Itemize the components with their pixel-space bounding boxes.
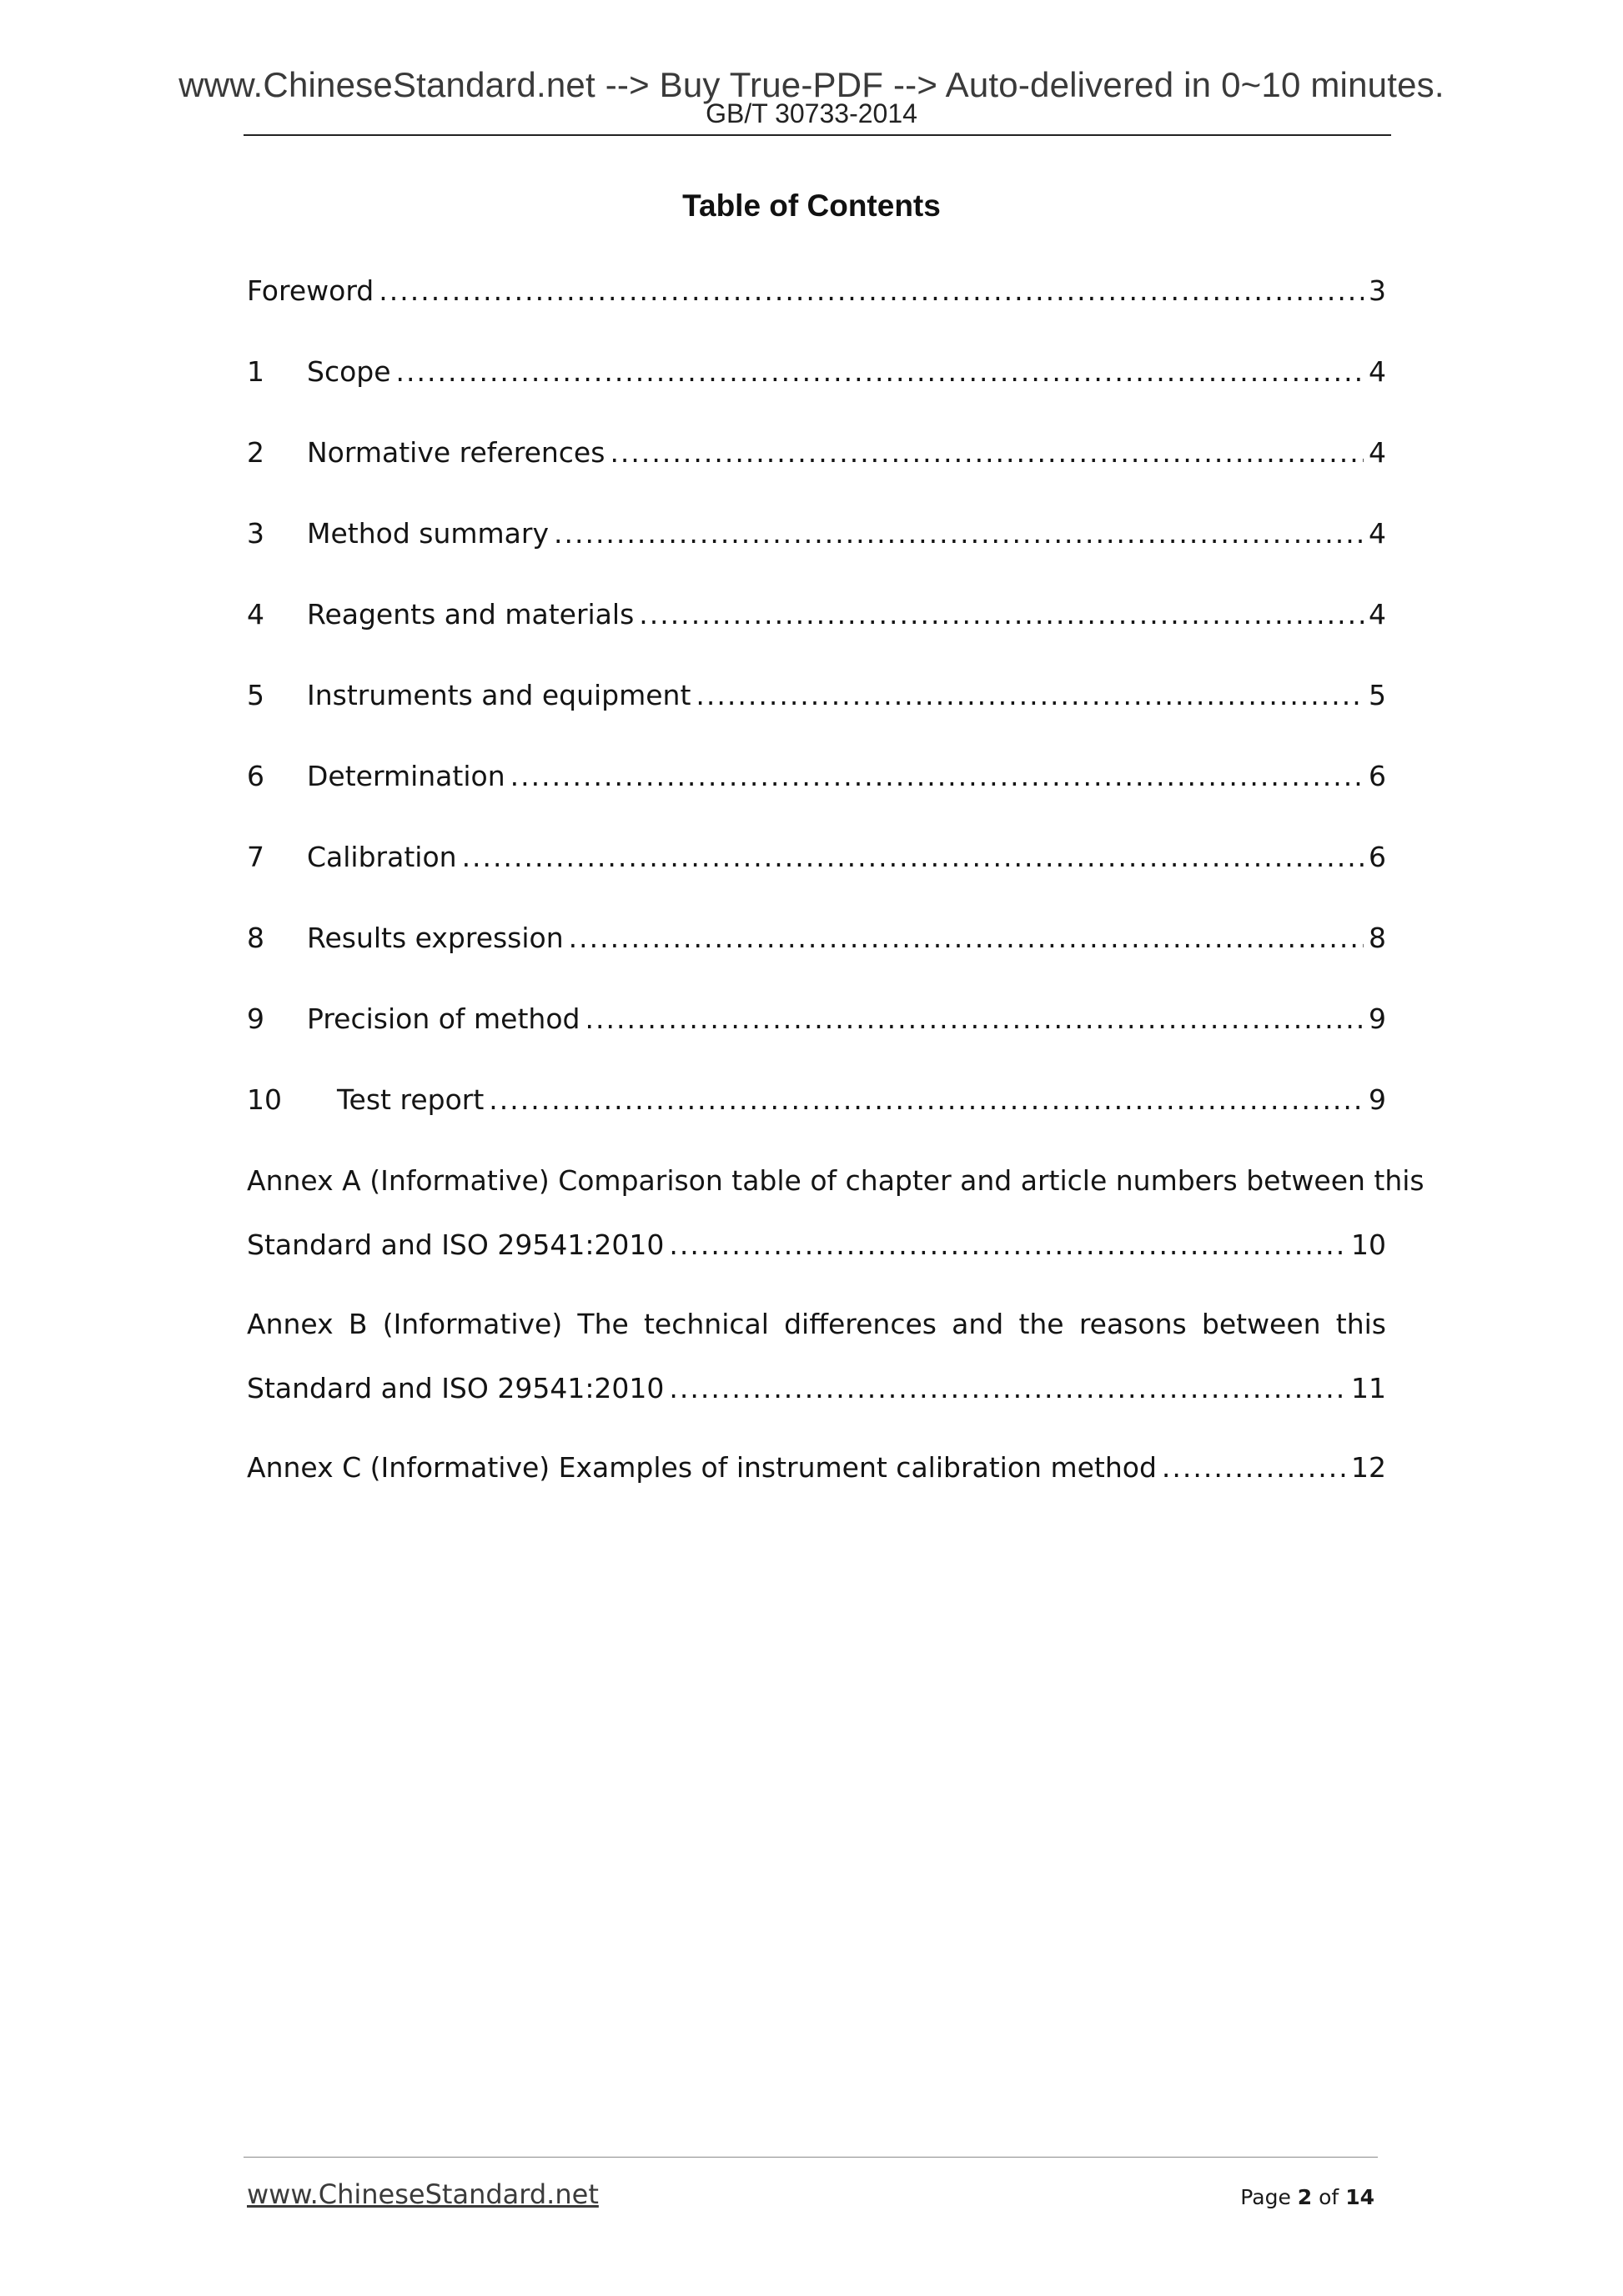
dot-leader bbox=[510, 736, 1364, 816]
toc-annex-title-continued: Standard and ISO 29541:2010 bbox=[247, 1372, 665, 1404]
dot-leader bbox=[610, 412, 1364, 493]
toc-entry-label: Calibration bbox=[307, 841, 457, 873]
page-of: of bbox=[1319, 2185, 1339, 2209]
toc-entry-page: 9 bbox=[1369, 1083, 1386, 1116]
toc-entry-annex-b[interactable] bbox=[247, 1292, 1386, 1420]
toc-annex-title: Annex C (Informative) Examples of instrument calibration method bbox=[247, 1451, 1157, 1484]
toc-entry-label: Scope bbox=[307, 355, 391, 388]
toc-entry-instruments[interactable] bbox=[247, 655, 1386, 736]
toc-entry-page: 6 bbox=[1369, 841, 1386, 873]
table-of-contents bbox=[247, 250, 1425, 1500]
toc-entry-number: 5 bbox=[247, 679, 264, 711]
toc-entry-number: 10 bbox=[247, 1083, 282, 1116]
toc-entry-annex-c[interactable] bbox=[247, 1435, 1386, 1500]
toc-entry-reagents[interactable] bbox=[247, 574, 1386, 655]
footer-divider bbox=[244, 2157, 1378, 2158]
dot-leader bbox=[1162, 1435, 1346, 1500]
dot-leader bbox=[489, 1059, 1364, 1140]
dot-leader bbox=[669, 1213, 1346, 1277]
toc-entry-page: 4 bbox=[1369, 517, 1386, 550]
toc-annex-title-continued: Standard and ISO 29541:2010 bbox=[247, 1228, 665, 1261]
toc-entry-page: 4 bbox=[1369, 598, 1386, 631]
toc-entry-page: 12 bbox=[1351, 1451, 1386, 1484]
toc-entry-annex-a[interactable] bbox=[247, 1148, 1425, 1277]
toc-entry-calibration[interactable] bbox=[247, 816, 1386, 897]
page-word: Page bbox=[1240, 2185, 1291, 2209]
toc-entry-page: 11 bbox=[1351, 1372, 1386, 1404]
footer-website-link[interactable]: www.ChineseStandard.net bbox=[247, 2178, 599, 2210]
toc-entry-scope[interactable] bbox=[247, 331, 1386, 412]
toc-entry-page: 5 bbox=[1369, 679, 1386, 711]
toc-entry-label: Normative references bbox=[307, 436, 605, 469]
dot-leader bbox=[696, 655, 1364, 736]
toc-entry-foreword[interactable] bbox=[247, 250, 1386, 331]
toc-entry-test-report[interactable] bbox=[247, 1059, 1386, 1140]
toc-entry-number: 6 bbox=[247, 760, 264, 792]
dot-leader bbox=[554, 493, 1364, 574]
toc-entry-label: Precision of method bbox=[307, 1002, 580, 1035]
toc-entry-label: Results expression bbox=[307, 922, 564, 954]
toc-entry-page: 8 bbox=[1369, 922, 1386, 954]
toc-entry-page: 10 bbox=[1351, 1228, 1386, 1261]
toc-entry-page: 9 bbox=[1369, 1002, 1386, 1035]
toc-entry-label: Foreword bbox=[247, 274, 374, 307]
page-current: 2 bbox=[1297, 2185, 1313, 2209]
toc-annex-title: Annex A (Informative) Comparison table of chapter and article numbers between this bbox=[247, 1164, 1425, 1197]
dot-leader bbox=[639, 574, 1364, 655]
toc-entry-number: 1 bbox=[247, 355, 264, 388]
dot-leader bbox=[462, 816, 1364, 897]
dot-leader bbox=[379, 250, 1364, 331]
toc-entry-label: Determination bbox=[307, 760, 505, 792]
header-divider bbox=[244, 134, 1391, 136]
toc-entry-label: Method summary bbox=[307, 517, 549, 550]
toc-annex-title: Annex B (Informative) The technical differences and the reasons between this bbox=[247, 1308, 1386, 1340]
page-number bbox=[1240, 2185, 1374, 2209]
toc-entry-label: Instruments and equipment bbox=[307, 679, 691, 711]
toc-entry-number: 7 bbox=[247, 841, 264, 873]
toc-entry-page: 4 bbox=[1369, 436, 1386, 469]
document-code: GB/T 30733-2014 bbox=[706, 98, 917, 128]
toc-entry-results-expression[interactable] bbox=[247, 897, 1386, 978]
toc-entry-number: 2 bbox=[247, 436, 264, 469]
toc-entry-number: 9 bbox=[247, 1002, 264, 1035]
toc-entry-number: 4 bbox=[247, 598, 264, 631]
dot-leader bbox=[569, 897, 1364, 978]
dot-leader bbox=[669, 1356, 1346, 1420]
toc-entry-precision[interactable] bbox=[247, 978, 1386, 1059]
toc-entry-page: 6 bbox=[1369, 760, 1386, 792]
page-total: 14 bbox=[1345, 2185, 1374, 2209]
toc-entry-label: Reagents and materials bbox=[307, 598, 635, 631]
toc-entry-method-summary[interactable] bbox=[247, 493, 1386, 574]
site-banner: www.ChineseStandard.net --> Buy True-PDF --> Auto-delivered in 0~10 minutes. bbox=[178, 65, 1445, 104]
page-title: Table of Contents bbox=[682, 188, 941, 223]
toc-entry-label: Test report bbox=[337, 1083, 485, 1116]
dot-leader bbox=[585, 978, 1364, 1059]
toc-entry-number: 3 bbox=[247, 517, 264, 550]
toc-entry-number: 8 bbox=[247, 922, 264, 954]
toc-entry-page: 3 bbox=[1369, 274, 1386, 307]
dot-leader bbox=[396, 331, 1364, 412]
toc-entry-page: 4 bbox=[1369, 355, 1386, 388]
toc-entry-determination[interactable] bbox=[247, 736, 1386, 816]
toc-entry-normative-references[interactable] bbox=[247, 412, 1386, 493]
